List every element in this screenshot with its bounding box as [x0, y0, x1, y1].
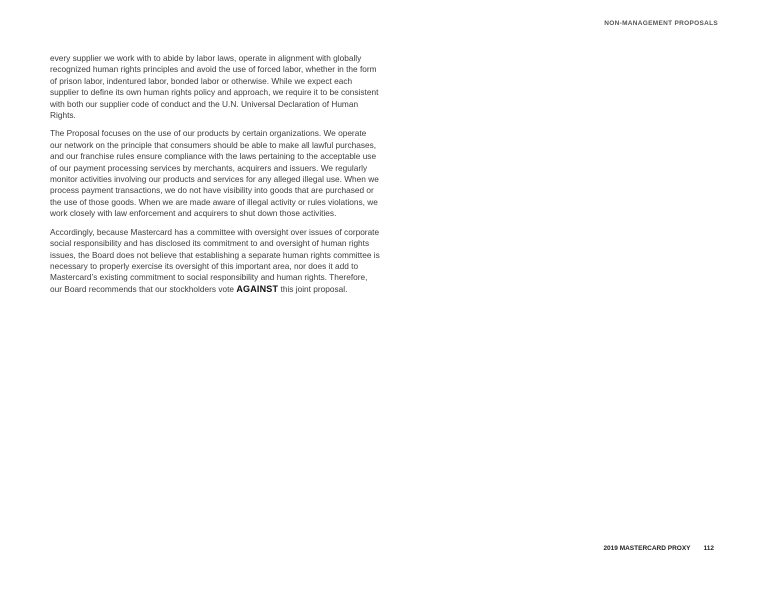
recommendation-text-start: Accordingly, because Mastercard has a committee with oversight over issues of corporate social responsibility and has disclosed its commitment to and oversight of human rights issues, the Board does not believe that establishing a separate human rights committee is necessary to properly exercise its oversight of this important area, nor does it add to Mastercard’s existing commitment to social responsibility and human rights. Therefore, our Board recommends that our stockholders vote — [50, 226, 380, 294]
body-text — [50, 53, 380, 302]
paragraph-board-recommendation — [50, 227, 380, 295]
page-number: 112 — [703, 545, 714, 552]
section-header: NON-MANAGEMENT PROPOSALS — [604, 20, 718, 27]
recommendation-text-end: this joint proposal. — [278, 283, 348, 294]
paragraph-supplier-labor: every supplier we work with to abide by labor laws, operate in alignment with globally recognized human rights principles and avoid the use of forced labor, whether in the form of prison labor, indentured labor, bonded labor or otherwise. While we expect each supplier to define its own human rights policy and approach, we require it to be consistent with both our supplier code of conduct and the U.N. Universal Declaration of Human Rights. — [50, 53, 379, 121]
document-title: 2019 MASTERCARD PROXY — [603, 545, 691, 552]
page-footer — [603, 545, 714, 552]
vote-against-emphasis: AGAINST — [236, 283, 279, 294]
paragraph-product-use: The Proposal focuses on the use of our products by certain organizations. We operate our network on the principle that consumers should be able to make all lawful purchases, and our franchise rules ensure compliance with the laws pertaining to the acceptable use of our payment processing services by merchants, acquirers and issuers. We regularly monitor activities involving our products and services for any alleged illegal use. When we process payment transactions, we do not have visibility into goods that are purchased or the use of those goods. When we are made aware of illegal activity or rules violations, we work closely with law enforcement and acquirers to shut down those activities. — [50, 128, 379, 219]
